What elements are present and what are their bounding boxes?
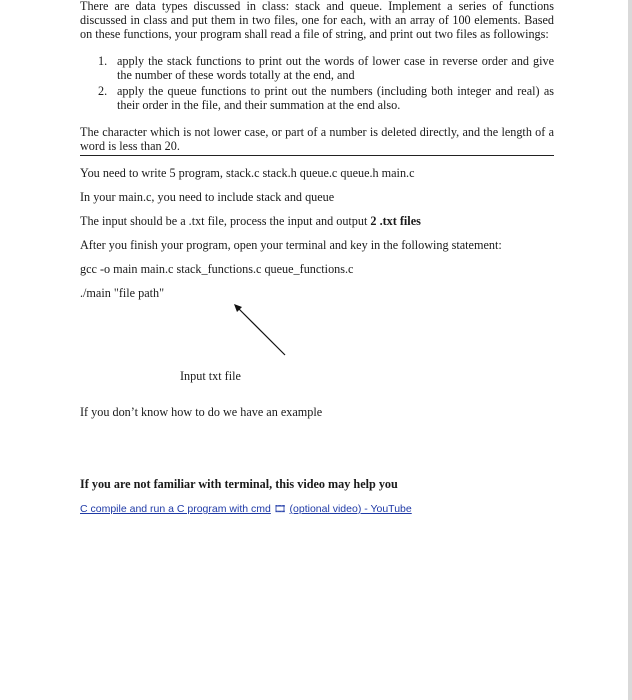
youtube-video-link[interactable]	[80, 502, 412, 517]
list-item-text: apply the queue functions to print out the numbers (including both integer and real) as their order in the file, and their summation at the end also.	[117, 84, 554, 112]
note-paragraph: The character which is not lower case, or part of a number is deleted directly, and the length of a word is less than 20.	[80, 125, 554, 153]
io-line-bold: 2 .txt files	[370, 214, 421, 228]
terminal-help-heading: If you are not familiar with terminal, this video may help you	[80, 477, 398, 491]
list-item-text: apply the stack functions to print out the words of lower case in reverse order and give the number of these words totally at the end, and	[117, 54, 554, 82]
run-command: ./main "file path"	[80, 286, 165, 300]
annotation-caption: Input txt file	[180, 369, 241, 384]
annotation-arrow	[232, 302, 288, 358]
intro-paragraph: There are data types discussed in class: stack and queue. Implement a series of functions discussed in class and put them in two files, one for each, with an array of 100 elements. Based on these functions, your program shall read a file of string, and print out two files as followings:	[80, 0, 554, 41]
requirements-list	[98, 54, 554, 114]
include-line: In your main.c, you need to include stack and queue	[80, 190, 335, 204]
io-line-text: The input should be a .txt file, process the input and output	[80, 214, 371, 228]
list-item-number: 2.	[98, 84, 108, 98]
io-line	[80, 214, 421, 228]
gcc-command: gcc -o main main.c stack_functions.c queue_functions.c	[80, 262, 354, 276]
page-edge	[628, 0, 632, 700]
after-line: After you finish your program, open your terminal and key in the following statement:	[80, 238, 502, 252]
example-line: If you don’t know how to do we have an example	[80, 405, 323, 419]
video-link-title: C compile and run a C program with cmd	[80, 503, 271, 515]
film-icon: 🎞	[273, 504, 287, 515]
list-item-number: 1.	[98, 54, 108, 68]
list-item	[98, 84, 554, 112]
video-link-suffix: (optional video) - YouTube	[289, 503, 412, 515]
section-divider	[80, 155, 554, 156]
list-item	[98, 54, 554, 82]
programs-line: You need to write 5 program, stack.c stack.h queue.c queue.h main.c	[80, 166, 415, 180]
